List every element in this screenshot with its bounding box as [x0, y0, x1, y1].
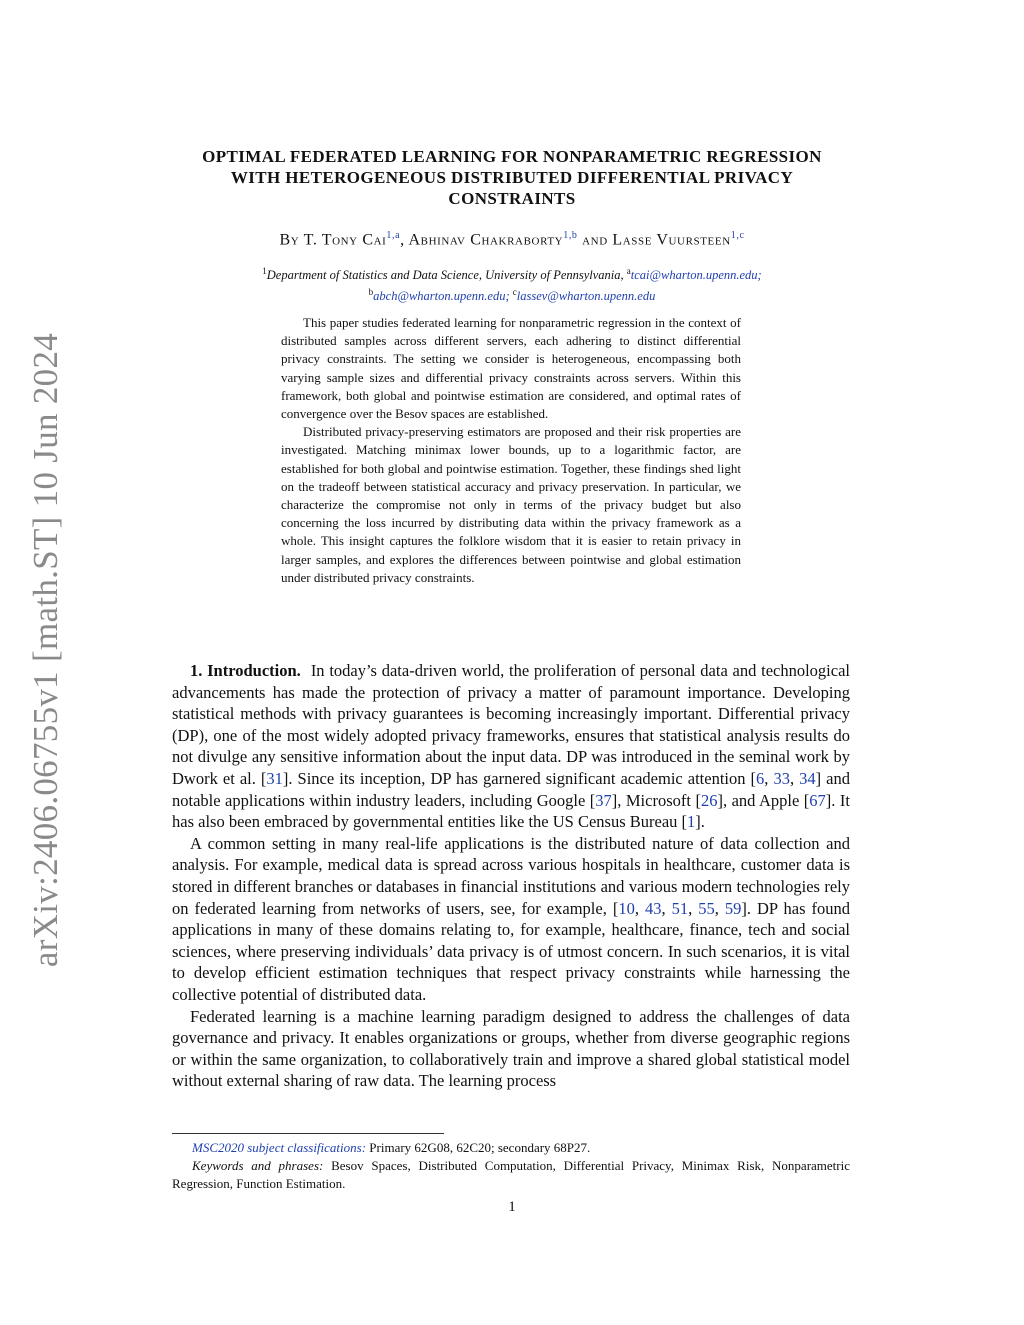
paper-title: [172, 146, 852, 209]
author-chakraborty-sup[interactable]: 1,b: [563, 230, 578, 241]
introduction-section: [172, 660, 850, 1092]
citation-link[interactable]: 34: [799, 768, 816, 788]
text-run: ], and Apple [: [717, 790, 810, 810]
author-chakraborty: , Abhinav Chakraborty: [400, 231, 564, 249]
email-a-link[interactable]: tcai@wharton.upenn.edu;: [630, 268, 762, 283]
citation-link[interactable]: 1: [687, 812, 696, 832]
text-run: ]. Since its inception, DP has garnered significant academic attention [: [282, 768, 757, 788]
footnotes: [172, 1139, 850, 1193]
email-a-sup: a: [626, 266, 631, 276]
citation-link[interactable]: 55: [698, 898, 715, 918]
citation-link[interactable]: 67: [809, 790, 826, 810]
title-line-2: WITH HETEROGENEOUS DISTRIBUTED DIFFERENTIAL PRIVACY: [230, 168, 794, 187]
title-line-1: OPTIMAL FEDERATED LEARNING FOR NONPARAMETRIC REGRESSION: [202, 147, 822, 166]
msc-footnote: [172, 1139, 850, 1157]
affiliation-block: [150, 263, 874, 305]
citation-link[interactable]: 59: [724, 898, 742, 918]
citation-link[interactable]: 43: [644, 898, 662, 918]
arxiv-sidebar-stamp: [22, 332, 70, 968]
keywords-text: Besov Spaces, Distributed Computation, Differential Privacy, Minimax Risk, Nonparametric Regression, Function Estimation.: [172, 1158, 850, 1191]
msc-text: Primary 62G08, 62C20; secondary 68P27.: [366, 1140, 591, 1155]
author-list: [150, 230, 874, 249]
text-run: ,: [688, 898, 699, 918]
affiliation-line-1: [150, 263, 874, 284]
affiliation-line-2: [150, 284, 874, 305]
section-heading: 1. Introduction.: [190, 661, 301, 680]
text-run: ].: [695, 812, 705, 832]
text-run: ,: [714, 898, 725, 918]
keywords-footnote: [172, 1157, 850, 1193]
text-run: A common setting in many real-life applications is the distributed nature of data collection and analysis. For example, medical data is spread across various hospitals in healthcare, customer data is stored in different branches or databases in financial institutions and various modern technologies rely on federated learning from networks of users, see, for example, [: [172, 833, 850, 918]
email-c-link[interactable]: lassev@wharton.upenn.edu: [516, 289, 656, 304]
abstract-paragraph-2: Distributed privacy-preserving estimators are proposed and their risk properties are investigated. Matching minimax lower bounds, up to a logarithmic factor, are established for both global and pointwise estimation. Together, these findings shed light on the tradeoff between statistical accuracy and privacy preservation. In particular, we characterize the compromise not only in terms of the privacy budget but also concerning the loss incurred by distributing data within the privacy framework as a whole. This insight captures the folklore wisdom that it is easier to retain privacy in larger samples, and explores the differences between pointwise and global estimation under distributed privacy constraints.: [281, 424, 741, 585]
abstract-paragraph-1: This paper studies federated learning for nonparametric regression in the context of distributed samples across different servers, each adhering to distinct differential privacy constraints. The setting we consider is heterogeneous, encompassing both varying sample sizes and differential privacy constraints across servers. Within this framework, both global and pointwise estimation are considered, and optimal rates of convergence over the Besov spaces are established.: [281, 315, 741, 422]
text-run: ,: [634, 898, 645, 918]
department: Department of Statistics and Data Science, University of Pennsylvania,: [266, 268, 627, 283]
dept-sup: 1: [262, 266, 267, 276]
citation-link[interactable]: 10: [618, 898, 635, 918]
author-cai-sup[interactable]: 1,a: [386, 230, 401, 241]
text-run: ]. DP has found applications in many of these domains relating to, for example, healthcare, finance, tech and social sciences, where preserving individuals’ data privacy is of utmost concern. In such scenarios, it is vital to develop efficient estimation techniques that respect privacy constraints while harnessing the collective potential of distributed data.: [172, 898, 851, 1004]
msc-link[interactable]: MSC2020 subject classifications:: [192, 1140, 367, 1155]
author-cai: By T. Tony Cai: [279, 231, 387, 249]
text-run: ], Microsoft [: [611, 790, 701, 810]
page-number: 1: [508, 1199, 516, 1215]
abstract: [281, 314, 741, 587]
keywords-label: Keywords and phrases:: [192, 1158, 324, 1173]
intro-paragraph-1: [172, 660, 850, 833]
text-run: ]. It has also been embraced by governmental entities like the US Census Bureau [: [172, 790, 850, 832]
citation-link[interactable]: 31: [266, 768, 283, 788]
text-run: ,: [789, 768, 800, 788]
citation-link[interactable]: 6: [756, 768, 765, 788]
author-vuursteen: and Lasse Vuursteen: [577, 231, 731, 249]
title-line-3: CONSTRAINTS: [448, 189, 576, 208]
citation-link[interactable]: 26: [700, 790, 718, 810]
intro-paragraph-3: Federated learning is a machine learning paradigm designed to address the challenges of data governance and privacy. It enables organizations or groups, whether from diverse geographic regions or within the same organization, to collaboratively train and improve a shared global statistical model without external sharing of raw data. The learning process: [172, 1006, 850, 1091]
text-run: ,: [764, 768, 774, 788]
citation-link[interactable]: 33: [773, 768, 790, 788]
author-vuursteen-sup[interactable]: 1,c: [730, 230, 745, 241]
email-c-sup: c: [512, 287, 517, 298]
text-run: ,: [661, 898, 672, 918]
footnote-rule: [172, 1133, 444, 1134]
text-run: ] and notable applications within industry leaders, including Google [: [172, 768, 850, 810]
intro-paragraph-2: [172, 833, 850, 1006]
citation-link[interactable]: 51: [671, 898, 689, 918]
arxiv-id-text: arXiv:2406.06755v1 [math.ST] 10 Jun 2024: [26, 332, 65, 968]
email-b-sup: b: [368, 287, 374, 298]
citation-link[interactable]: 37: [595, 790, 612, 810]
email-b-link[interactable]: abch@wharton.upenn.edu;: [373, 289, 510, 304]
text-run: In today’s data-driven world, the proliferation of personal data and technological advancements has made the protection of privacy a matter of paramount importance. Developing statistical methods with privacy guarantees is becoming increasingly important. Differential privacy (DP), one of the most widely adopted privacy frameworks, ensures that statistical analysis results do not divulge any sensitive information about the input data. DP was introduced in the seminal work by Dwork et al. [: [172, 661, 850, 788]
